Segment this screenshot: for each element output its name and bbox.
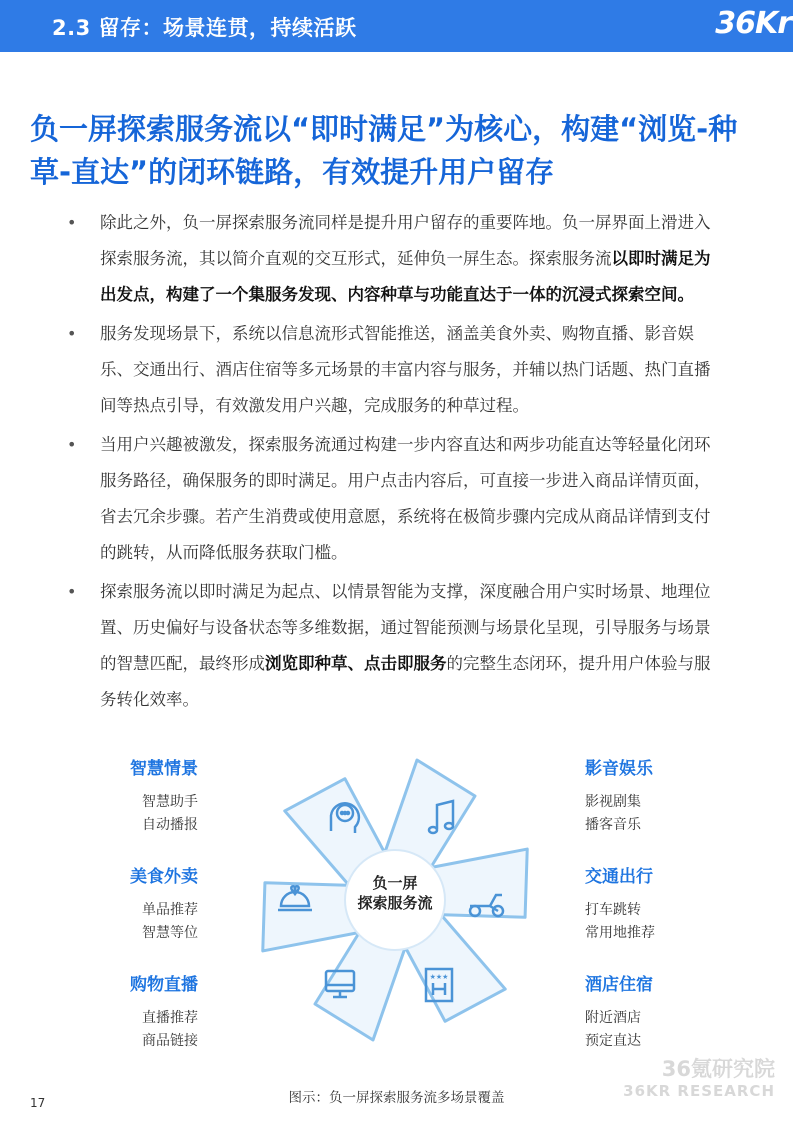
- section-title: 2.3 留存：场景连贯，持续活跃: [52, 16, 357, 40]
- page-headline: 负一屏探索服务流以“即时满足”为核心，构建“浏览-种草-直达”的闭环链路，有效提升用户留存: [30, 112, 738, 189]
- category-title: 美食外卖: [130, 867, 198, 887]
- bullet-emphasis: 以即时满足为出发点，构建了一个集服务发现、内容种草与功能直达于一体的沉浸式探索空间。: [100, 249, 711, 304]
- category-media: [585, 757, 715, 837]
- category-smart: [68, 757, 198, 837]
- bullet-item: [64, 205, 724, 313]
- bullet-text: 服务发现场景下，系统以信息流形式智能推送，涵盖美食外卖、购物直播、影音娱乐、交通出行、酒店住宿等多元场景的丰富内容与服务，并辅以热门话题、热门直播间等热点引导，有效激发用户兴趣，完成服务的种草过程。: [100, 324, 711, 415]
- header-bar: [0, 0, 793, 52]
- page-number: 17: [30, 1096, 46, 1110]
- category-food: [68, 865, 198, 945]
- svg-text:★★★: ★★★: [429, 973, 449, 981]
- category-title: 交通出行: [585, 867, 653, 887]
- category-shopping: [68, 973, 198, 1053]
- figure-caption: 图示：负一屏探索服务流多场景覆盖: [288, 1090, 505, 1106]
- bullet-item: [64, 427, 724, 571]
- bullet-emphasis: 浏览即种草、点击即服务: [265, 654, 447, 673]
- watermark: [623, 1058, 775, 1102]
- watermark-line-1: 36氪研究院: [661, 1057, 775, 1081]
- category-item: 影视剧集: [585, 794, 641, 810]
- category-item: 商品链接: [142, 1033, 198, 1049]
- category-item: 打车跳转: [585, 902, 641, 918]
- category-title: 智慧情景: [130, 759, 198, 779]
- diagram-center-label: [350, 873, 440, 913]
- category-hotel: [585, 973, 715, 1053]
- category-title: 酒店住宿: [585, 975, 653, 995]
- bullet-item: [64, 316, 724, 424]
- category-item: 智慧等位: [142, 925, 198, 941]
- category-item: 常用地推荐: [585, 925, 655, 941]
- category-item: 播客音乐: [585, 817, 641, 833]
- brand-logo: 36Kr: [715, 6, 791, 41]
- bullet-text: 当用户兴趣被激发，探索服务流通过构建一步内容直达和两步功能直达等轻量化闭环服务路径，确保服务的即时满足。用户点击内容后，可直接一步进入商品详情页面，省去冗余步骤。若产生消费或使用意愿，系统将在极简步骤内完成从商品详情到支付的跳转，从而降低服务获取门槛。: [100, 435, 711, 562]
- category-item: 附近酒店: [585, 1010, 641, 1026]
- bullet-list: [64, 205, 724, 721]
- center-line-2: 探索服务流: [357, 894, 433, 912]
- center-line-1: 负一屏: [372, 874, 418, 892]
- bullet-dot: •: [67, 435, 77, 454]
- category-title: 购物直播: [130, 975, 198, 995]
- category-item: 直播推荐: [142, 1010, 198, 1026]
- category-item: 智慧助手: [142, 794, 198, 810]
- category-item: 单品推荐: [142, 902, 198, 918]
- bullet-text: 的完整生态闭环，提升用户体验与服务转化效率。: [100, 654, 711, 709]
- category-item: 预定直达: [585, 1033, 641, 1049]
- category-title: 影音娱乐: [585, 759, 653, 779]
- watermark-line-2: 36KR RESEARCH: [623, 1082, 775, 1100]
- bullet-text: 除此之外，负一屏探索服务流同样是提升用户留存的重要阵地。负一屏界面上滑进入探索服务流，其以简介直观的交互形式，延伸负一屏生态。探索服务流: [100, 213, 711, 268]
- bullet-dot: •: [67, 582, 77, 601]
- bullet-text: 探索服务流以即时满足为起点、以情景智能为支撑，深度融合用户实时场景、地理位置、历史偏好与设备状态等多维数据，通过智能预测与场景化呈现，引导服务与场景的智慧匹配，最终形成: [100, 582, 711, 673]
- bullet-dot: •: [67, 324, 77, 343]
- bullet-dot: •: [67, 213, 77, 232]
- category-item: 自动播报: [142, 817, 198, 833]
- category-travel: [585, 865, 715, 945]
- bullet-item: [64, 574, 724, 718]
